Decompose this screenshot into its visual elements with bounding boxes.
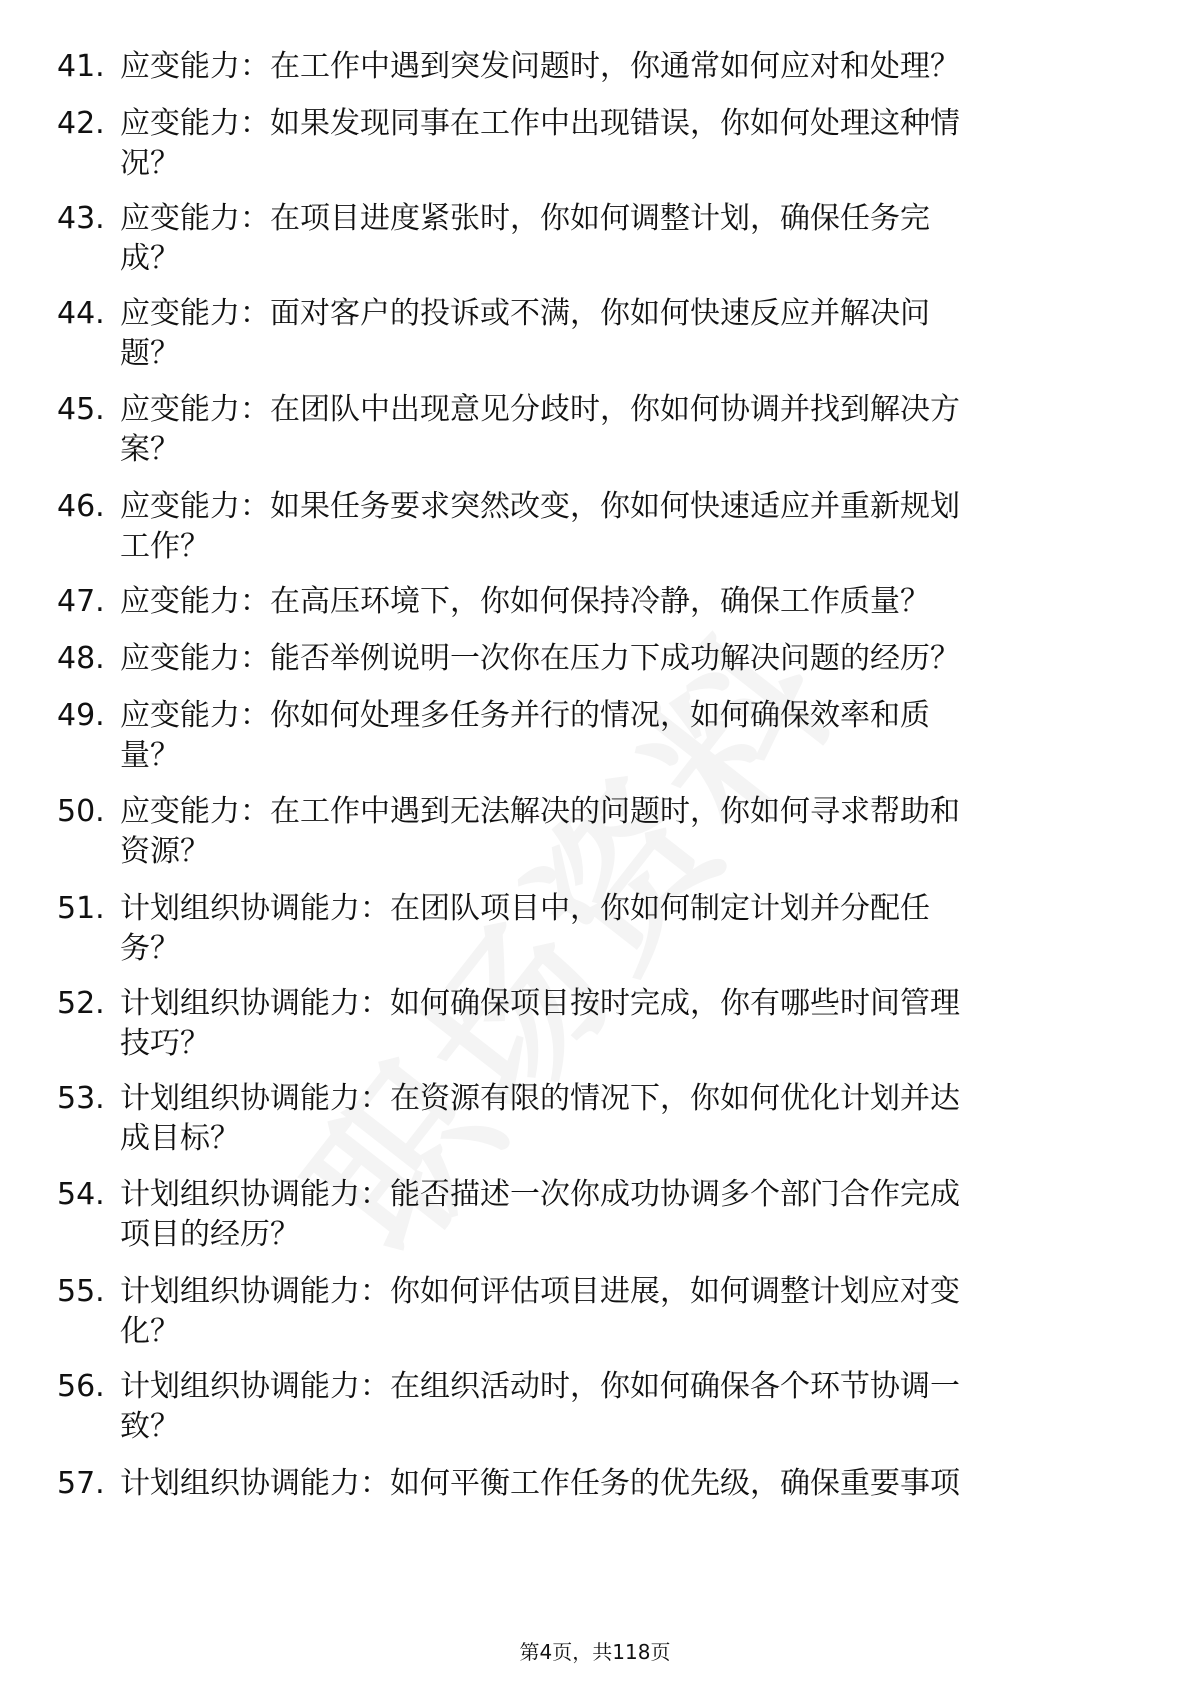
question-text: 计划组织协调能力：在团队项目中，你如何制定计划并分配任 务？: [120, 891, 930, 966]
question-text: 计划组织协调能力：能否描述一次你成功协调多个部门合作完成 项目的经历？: [120, 1177, 960, 1252]
question-number: 41.: [57, 49, 105, 84]
question-number: 45.: [57, 392, 105, 427]
question-text: 应变能力：你如何处理多任务并行的情况，如何确保效率和质 量？: [120, 698, 930, 773]
question-text: 计划组织协调能力：在资源有限的情况下，你如何优化计划并达 成目标？: [120, 1081, 960, 1156]
question-number: 43.: [57, 201, 105, 236]
question-text: 应变能力：在高压环境下，你如何保持冷静，确保工作质量？: [120, 584, 930, 619]
question-number: 48.: [57, 641, 105, 676]
question-text: 应变能力：面对客户的投诉或不满，你如何快速反应并解决问 题？: [120, 296, 930, 371]
question-number: 53.: [57, 1081, 105, 1116]
question-text: 计划组织协调能力：你如何评估项目进展，如何调整计划应对变 化？: [120, 1274, 960, 1349]
question-text: 应变能力：能否举例说明一次你在压力下成功解决问题的经历？: [120, 641, 960, 676]
question-text: 应变能力：在工作中遇到突发问题时，你通常如何应对和处理？: [120, 49, 960, 84]
question-text: 应变能力：如果任务要求突然改变，你如何快速适应并重新规划 工作？: [120, 489, 960, 564]
question-number: 44.: [57, 296, 105, 331]
question-number: 47.: [57, 584, 105, 619]
question-text: 应变能力：如果发现同事在工作中出现错误，你如何处理这种情 况？: [120, 106, 960, 181]
page-footer: 第4页，共118页: [519, 1640, 671, 1664]
question-number: 50.: [57, 794, 105, 829]
question-text: 应变能力：在团队中出现意见分歧时，你如何协调并找到解决方 案？: [120, 392, 960, 467]
question-text: 应变能力：在项目进度紧张时，你如何调整计划，确保任务完 成？: [120, 201, 930, 276]
question-number: 52.: [57, 986, 105, 1021]
question-number: 54.: [57, 1177, 105, 1212]
question-number: 51.: [57, 891, 105, 926]
question-number: 55.: [57, 1274, 105, 1309]
question-number: 46.: [57, 489, 105, 524]
question-text: 计划组织协调能力：如何平衡工作任务的优先级，确保重要事项: [120, 1466, 960, 1501]
question-text: 应变能力：在工作中遇到无法解决的问题时，你如何寻求帮助和 资源？: [120, 794, 960, 869]
question-number: 49.: [57, 698, 105, 733]
question-number: 42.: [57, 106, 105, 141]
question-text: 计划组织协调能力：在组织活动时，你如何确保各个环节协调一 致？: [120, 1369, 960, 1444]
question-number: 57.: [57, 1466, 105, 1501]
question-number: 56.: [57, 1369, 105, 1404]
question-text: 计划组织协调能力：如何确保项目按时完成，你有哪些时间管理 技巧？: [120, 986, 960, 1061]
